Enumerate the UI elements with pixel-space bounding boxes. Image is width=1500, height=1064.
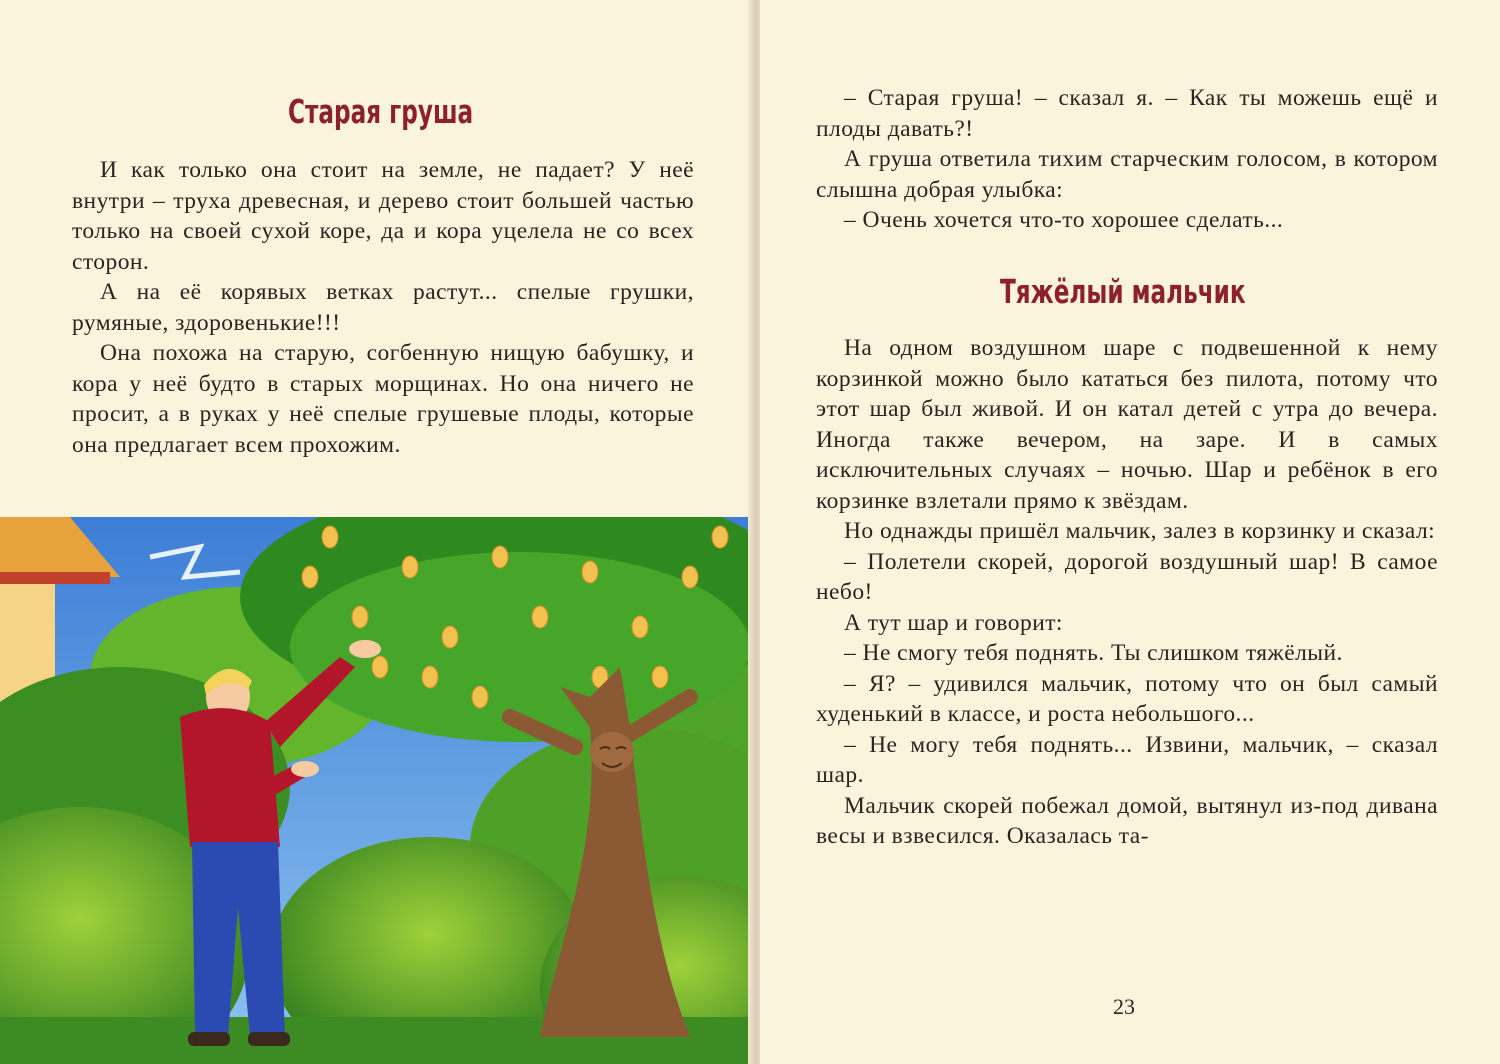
story-title-heavy-boy: Тяжёлый мальчик bbox=[1000, 272, 1246, 311]
paragraph: На одном воздушном шаре с подвешенной к нему корзинкой можно было кататься без пилота, потому что этот шар был живой. И он катал детей с утра до вечера. Иногда также вечером, на заре. И в самых исключительных случаях – ночью. Шар и ребёнок в его корзинке взлетали прямо к звёздам. bbox=[816, 335, 1438, 514]
paragraph: А тут шар и говорит: bbox=[844, 609, 1063, 636]
page-number: 23 bbox=[1113, 994, 1135, 1019]
paragraph: А груша ответила тихим старческим голосом, в котором слышна добрая улыбка: bbox=[816, 146, 1438, 203]
paragraph: Она похожа на старую, согбенную нищую бабушку, и кора у неё будто в старых морщинах. Но она ничего не просит, а в руках у неё спелые грушевые плоды, которые она предлагает всем прохожим. bbox=[72, 340, 694, 458]
paragraph: – Полетели скорей, дорогой воздушный шар! В самое небо! bbox=[816, 548, 1438, 605]
paragraph: – Старая груша! – сказал я. – Как ты можешь ещё и плоды давать?! bbox=[816, 85, 1438, 142]
paragraph: А на её корявых ветках растут... спелые грушки, румяные, здоровенькие!!! bbox=[72, 279, 694, 336]
right-page bbox=[760, 0, 1500, 1064]
heavy-boy-text bbox=[816, 333, 1438, 852]
old-pear-text bbox=[72, 155, 694, 460]
paragraph: И как только она стоит на земле, не падает? У неё внутри – труха древесная, и дерево стоит большей частью только на своей сухой коре, да и кора уцелела не со всех сторон. bbox=[72, 157, 694, 275]
paragraph: – Очень хочется что-то хорошее сделать... bbox=[844, 207, 1284, 233]
paragraph: – Я? – удивился мальчик, потому что он был самый худенький в классе, и роста небольшого... bbox=[816, 670, 1438, 727]
paragraph: – Не могу тебя поднять... Извини, мальчик, – сказал шар. bbox=[816, 731, 1438, 788]
paragraph: – Не смогу тебя поднять. Ты слишком тяжёлый. bbox=[844, 640, 1343, 666]
pear-tree-illustration bbox=[0, 517, 752, 1064]
paragraph: Но однажды пришёл мальчик, залез в корзинку и сказал: bbox=[844, 518, 1436, 544]
old-pear-continuation bbox=[816, 83, 1438, 236]
paragraph: Мальчик скорей побежал домой, вытянул из-под дивана весы и взвесился. Оказалась та- bbox=[816, 792, 1438, 849]
story-title-old-pear: Старая груша bbox=[288, 92, 474, 131]
